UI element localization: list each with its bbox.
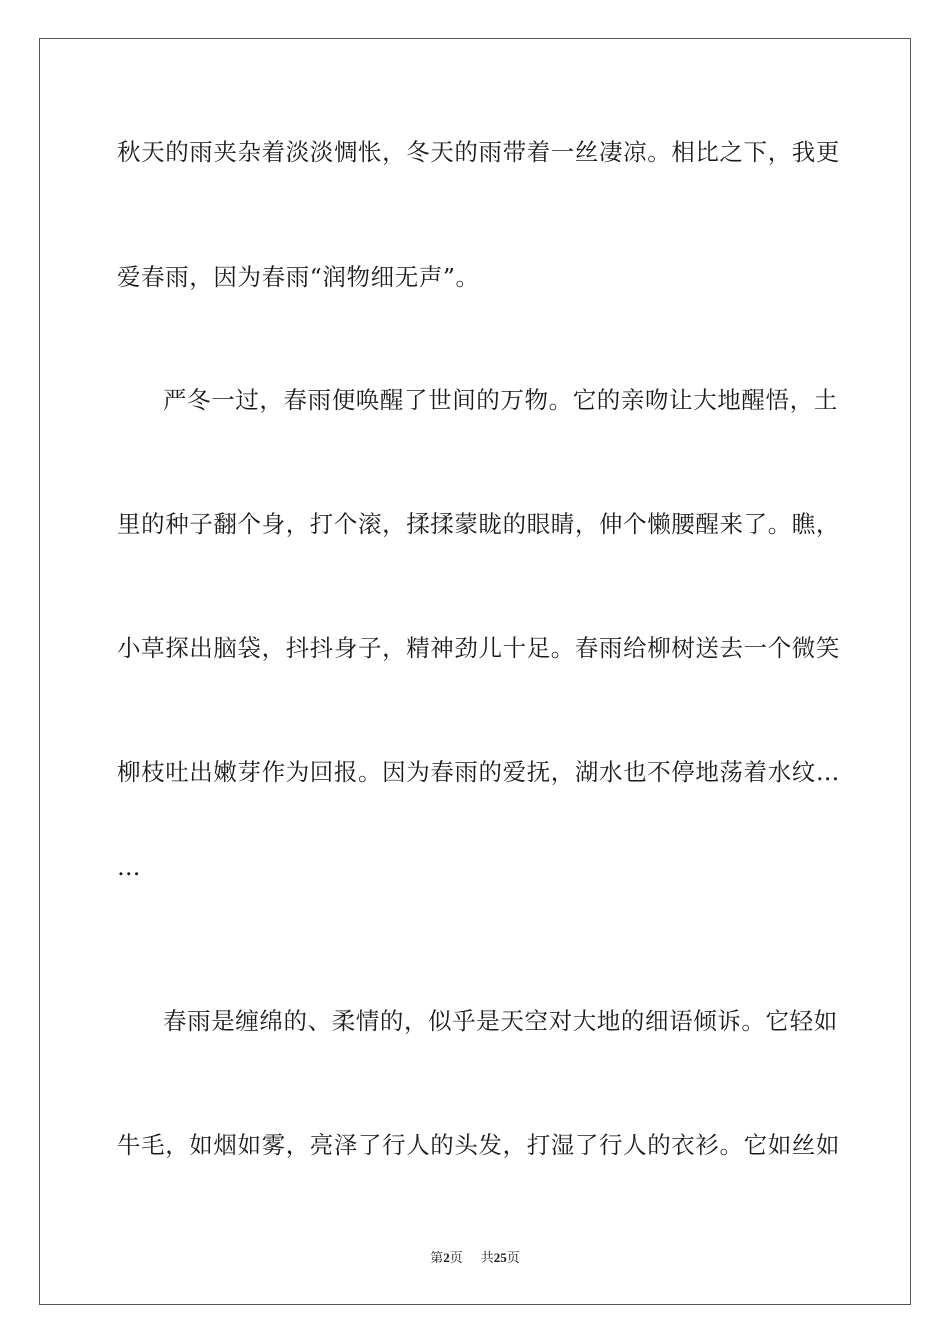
footer-total-prefix: 共: [480, 1251, 494, 1266]
text-line-4: 里的种子翻个身，打个滚，揉揉蒙眬的眼睛，伸个懒腰醒来了。瞧，: [117, 510, 840, 538]
page-border: [39, 38, 911, 1305]
text-line-7: …: [117, 853, 142, 881]
text-line-3: 严冬一过，春雨便唤醒了世间的万物。它的亲吻让大地醒悟，土: [163, 386, 838, 414]
text-line-2: 爱春雨，因为春雨“润物细无声”。: [117, 263, 480, 291]
text-line-8: 春雨是缠绵的、柔情的，似乎是天空对大地的细语倾诉。它轻如: [163, 1007, 838, 1035]
footer-total-pages: 25: [493, 1250, 507, 1265]
text-line-6: 柳枝吐出嫩芽作为回报。因为春雨的爱抚，湖水也不停地荡着水纹…: [117, 758, 840, 786]
text-line-1: 秋天的雨夹杂着淡淡惆怅，冬天的雨带着一丝凄凉。相比之下，我更: [117, 138, 840, 166]
page-footer: [0, 1250, 950, 1267]
text-line-5: 小草探出脑袋，抖抖身子，精神劲儿十足。春雨给柳树送去一个微笑: [117, 634, 840, 662]
footer-total-suffix: 页: [506, 1251, 520, 1266]
footer-page-prefix: 第: [430, 1251, 444, 1266]
text-line-9: 牛毛，如烟如雾，亮泽了行人的头发，打湿了行人的衣衫。它如丝如: [117, 1131, 840, 1159]
footer-page-suffix: 页: [449, 1251, 463, 1266]
footer-page-number: 2: [443, 1250, 450, 1265]
